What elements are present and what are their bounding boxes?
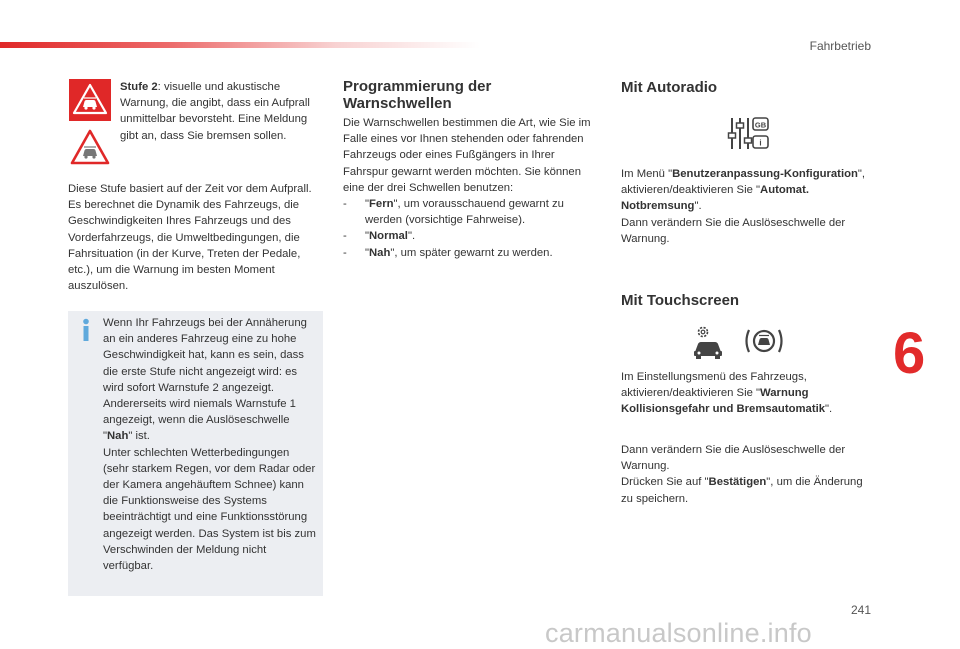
i-label: i bbox=[759, 138, 762, 148]
info-paragraph-2 bbox=[103, 396, 318, 445]
option-normal-desc: . bbox=[411, 230, 416, 243]
autoradio-text-e: ". bbox=[694, 200, 702, 213]
autoradio-title: Mit Autoradio bbox=[621, 79, 718, 96]
warnschwellen-text bbox=[343, 115, 598, 261]
info-icon bbox=[79, 318, 93, 342]
collision-braking-icon bbox=[745, 324, 783, 358]
option-nah-name: Nah bbox=[369, 246, 391, 259]
touchscreen-threshold-text bbox=[621, 442, 866, 507]
bestaetigen-label: Bestätigen bbox=[708, 476, 767, 489]
stufe2-paragraph bbox=[120, 79, 310, 144]
warnschwellen-intro: Die Warnschwellen bestimmen die Art, wie Sie im Falle eines vor Ihnen stehenden oder fahrenden Fahrzeugs oder eines Fußgängers in Ihrer Fahrspur gewarnt werden möchten. Sie können eine der drei Schwellen benutzen: bbox=[343, 117, 591, 194]
settings-sliders-icon bbox=[726, 115, 770, 153]
autoradio-threshold-text: Dann verändern Sie die Auslöseschwelle der Warnung. bbox=[621, 216, 846, 245]
autoradio-text-c: ", aktivieren/deaktivieren Sie " bbox=[621, 168, 866, 197]
chapter-number: 6 bbox=[893, 321, 926, 386]
watermark: carmanualsonline.info bbox=[545, 618, 812, 648]
touch-function-name: Warnung Kollisionsgefahr und Bremsautomatik bbox=[621, 387, 826, 416]
stufe2-label: Stufe 2 bbox=[120, 81, 158, 93]
collision-warning-outline-icon bbox=[69, 127, 111, 169]
autoradio-text-a: Im Menü " bbox=[621, 168, 673, 180]
option-dash: - bbox=[343, 246, 347, 259]
section-title: Fahrbetrieb bbox=[809, 39, 871, 53]
option-nah: - "Nah", um später gewarnt zu werden. bbox=[343, 245, 598, 261]
touchscreen-text bbox=[621, 369, 866, 418]
touch-text-e: Drücken Sie auf " bbox=[621, 476, 709, 489]
page-number: 241 bbox=[850, 603, 871, 617]
info-p2-text-c: " ist. bbox=[128, 430, 150, 443]
option-normal: - "Normal". bbox=[343, 228, 598, 244]
option-dash: - bbox=[343, 198, 347, 211]
option-dash: - bbox=[343, 230, 347, 243]
option-normal-name: Normal bbox=[369, 230, 408, 243]
stufe2-text: : visuelle und akustische Warnung, die angibt, dass ein Aufprall unmittelbar bevorsteht. Eine Meldung gibt an, dass Sie bremsen sollen. bbox=[120, 81, 310, 142]
option-fern-name: Fern bbox=[369, 198, 394, 211]
vehicle-settings-icon bbox=[690, 324, 726, 360]
touch-text-c: ". bbox=[825, 403, 833, 416]
option-nah-desc: , um später gewarnt zu werden. bbox=[394, 246, 553, 259]
info-p2-text-a: Andererseits wird niemals Warnstufe 1 angezeigt, wenn die Auslöseschwelle " bbox=[103, 398, 296, 443]
touchscreen-title: Mit Touchscreen bbox=[621, 292, 740, 309]
autoradio-text bbox=[621, 166, 866, 247]
option-fern-desc: , um vorausschauend gewarnt zu werden (vorsichtige Fahrweise). bbox=[365, 198, 564, 227]
touch-threshold-text: Dann verändern Sie die Auslöseschwelle der Warnung. bbox=[621, 444, 846, 473]
gb-label: GB bbox=[754, 120, 767, 130]
stufe-basis-paragraph: Diese Stufe basiert auf der Zeit vor dem Aufprall. Es berechnet die Dynamik des Fahrzeugs, die Geschwindigkeiten Ihres Fahrzeugs und des Vorderfahrzeugs, die Umweltbedingungen, die Fahrsituation (in der Kurve, Treten der Pedale, etc.), um die Warnung im besten Moment auszulösen. bbox=[68, 183, 312, 293]
touch-text-g: ", um die Änderung zu speichern. bbox=[621, 476, 863, 505]
option-fern: - "Fern", um vorausschauend gewarnt zu werden (vorsichtige Fahrweise). bbox=[343, 196, 598, 228]
info-p2-nah: Nah bbox=[107, 430, 129, 443]
header-accent-bar bbox=[0, 42, 480, 48]
autoradio-function-name: Automat. Notbremsung bbox=[621, 184, 809, 213]
info-paragraph-1: Wenn Ihr Fahrzeugs bei der Annäherung an ein anderes Fahrzeug eine zu hohe Geschwindigkeit hat, kann es sein, dass die erste Stufe nicht angezeigt wird: es wird sofort Warnstufe 2 angezeigt. bbox=[103, 317, 307, 394]
warnschwellen-title: Programmierung der Warnschwellen bbox=[343, 78, 492, 112]
collision-warning-filled-icon bbox=[69, 79, 111, 121]
autoradio-menu-name: Benutzeranpassung-Konfiguration bbox=[672, 168, 858, 180]
info-paragraph-3: Unter schlechten Wetterbedingungen (sehr starkem Regen, vor dem Radar oder der Kamera angehäuftem Schnee) kann die Funktionsweise des Systems beeinträchtigt und eine Funktionsstörung angezeigt werden. Das System ist bis zum Verschwinden der Meldung nicht verfügbar. bbox=[103, 446, 316, 573]
info-text bbox=[103, 315, 318, 574]
touch-text-a: Im Einstellungsmenü des Fahrzeugs, aktivieren/deaktivieren Sie " bbox=[621, 371, 807, 400]
